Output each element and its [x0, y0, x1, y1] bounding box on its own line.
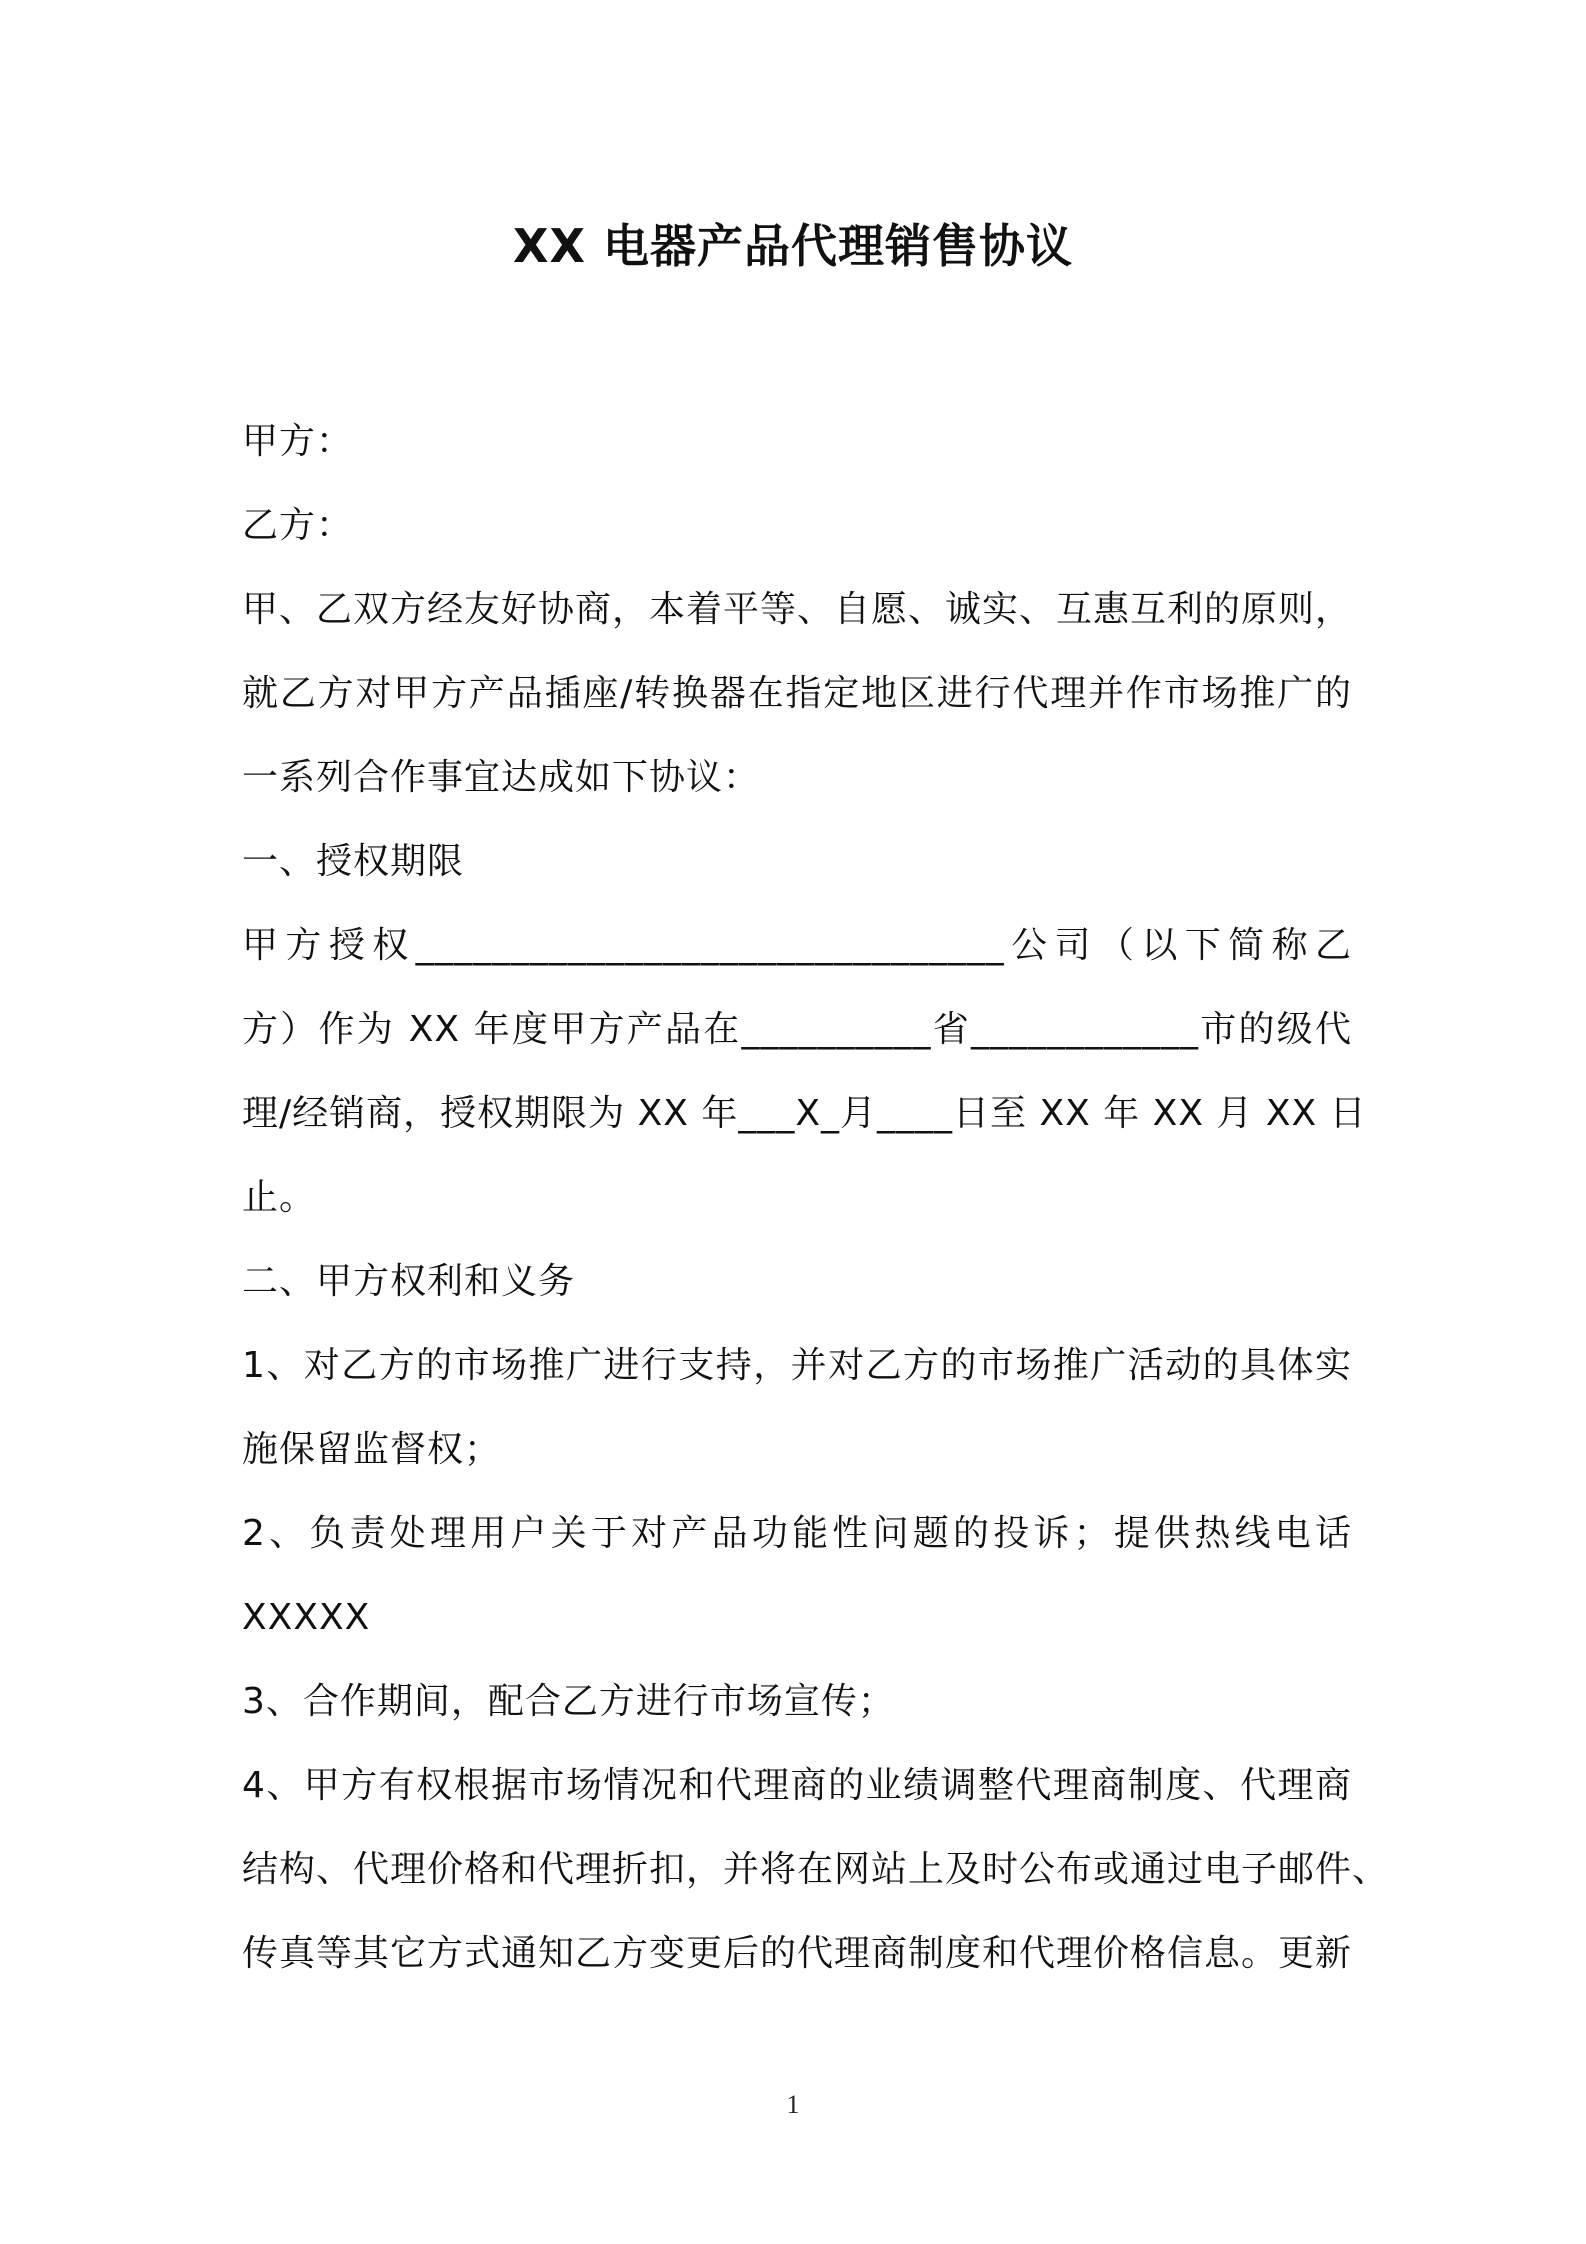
authorization-line: 方）作为 XX 年度甲方产品在__________省____________市的级代: [242, 1009, 1352, 1050]
party-b-line: 乙方：: [242, 505, 354, 546]
document-title: XX 电器产品代理销售协议: [513, 219, 1073, 273]
section-heading: 二、甲方权利和义务: [242, 1261, 576, 1302]
preamble-line: 甲、乙双方经友好协商，本着平等、自愿、诚实、互惠互利的原则，: [242, 589, 1353, 630]
clause-line: 施保留监督权；: [242, 1429, 502, 1470]
party-a-line: 甲方：: [242, 421, 354, 462]
clause-line: 2、负责处理用户关于对产品功能性问题的投诉；提供热线电话: [242, 1513, 1352, 1554]
clause-line: 传真等其它方式通知乙方变更后的代理商制度和代理价格信息。更新: [242, 1933, 1353, 1974]
preamble-line: 一系列合作事宜达成如下协议：: [242, 757, 761, 798]
preamble-line: 就乙方对甲方产品插座/转换器在指定地区进行代理并作市场推广的: [242, 673, 1352, 714]
document-body: [242, 400, 1390, 1996]
authorization-line: 甲方授权_______________________________公司（以下简称乙: [242, 925, 1352, 966]
clause-line: 1、对乙方的市场推广进行支持，并对乙方的市场推广活动的具体实: [242, 1345, 1352, 1386]
clause-line: 4、甲方有权根据市场情况和代理商的业绩调整代理商制度、代理商: [242, 1765, 1352, 1806]
section-heading: 一、授权期限: [242, 841, 465, 882]
page-number: 1: [786, 2090, 800, 2119]
authorization-line: 止。: [242, 1177, 317, 1218]
clause-line: XXXXX: [242, 1597, 371, 1638]
authorization-line: 理/经销商，授权期限为 XX 年___X_月____日至 XX 年 XX 月 XX 日: [242, 1093, 1367, 1134]
clause-line: 结构、代理价格和代理折扣，并将在网站上及时公布或通过电子邮件、: [242, 1849, 1390, 1890]
clause-line: 3、合作期间，配合乙方进行市场宣传；: [242, 1681, 895, 1722]
